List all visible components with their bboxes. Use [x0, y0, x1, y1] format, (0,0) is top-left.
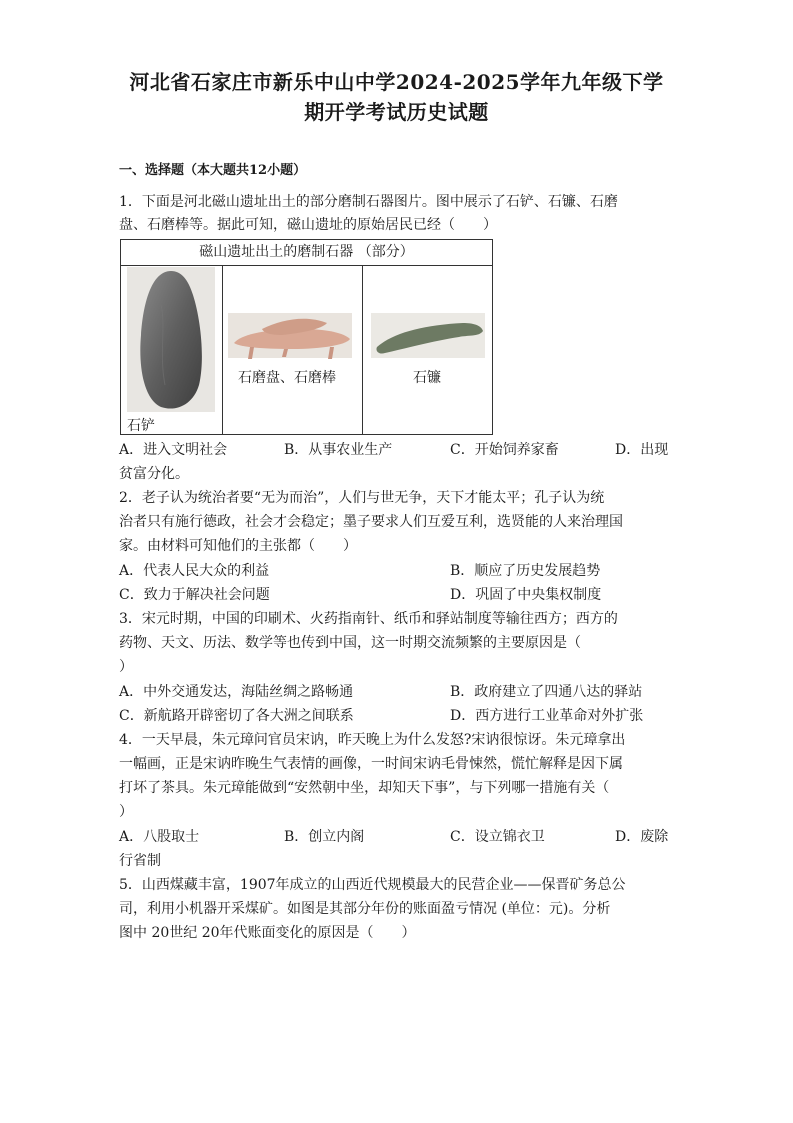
q2-option-d[interactable]: D．巩固了中央集权制度: [450, 587, 602, 603]
q1-stem-line-1: 1．下面是河北磁山遗址出土的部分磨制石器图片。图中展示了石铲、石镰、石磨: [119, 194, 618, 210]
q5-stem-line-3: 图中 20世纪 20年代账面变化的原因是（ ）: [119, 925, 416, 941]
q3-stem-line-3: ）: [119, 659, 133, 675]
q1-option-d[interactable]: D．出现: [615, 442, 669, 458]
q1-option-c[interactable]: C．开始饲养家畜: [450, 442, 559, 458]
page-title-line-1: 河北省石家庄市新乐中山中学2024-2025学年九年级下学: [129, 70, 664, 94]
q3-stem-line-1: 3．宋元时期，中国的印刷术、火药指南针、纸币和驿站制度等输往西方；西方的: [119, 611, 618, 627]
page-title-line-2: 期开学考试历史试题: [304, 100, 489, 124]
stone-shovel-image: [121, 265, 222, 435]
q4-stem-line-4: ）: [119, 804, 133, 820]
q4-stem-line-1: 4．一天早晨，朱元璋问官员宋讷，昨天晚上为什么发怒?宋讷很惊讶。朱元璋拿出: [119, 732, 626, 748]
q1-option-d-cont: 贫富分化。: [119, 466, 189, 482]
section-heading: 一、选择题（本大题共12小题）: [119, 163, 307, 178]
q5-stem-line-2: 司，利用小机器开采煤矿。如图是其部分年份的账面盈亏情况 (单位：元)。分析: [119, 901, 611, 917]
table-header: 磁山遗址出土的磨制石器 （部分）: [121, 240, 492, 266]
q2-option-b[interactable]: B．顺应了历史发展趋势: [450, 563, 601, 579]
caption-stone-sickle: 石镰: [413, 370, 441, 386]
q4-stem-line-2: 一幅画，正是宋讷昨晚生气表情的画像，一时间宋讷毛骨悚然，慌忙解释是因下属: [119, 756, 623, 772]
q2-option-a[interactable]: A．代表人民大众的利益: [119, 563, 270, 579]
q2-stem-line-3: 家。由材料可知他们的主张都（ ）: [119, 538, 357, 554]
caption-stone-shovel: 石铲: [127, 418, 155, 434]
q1-option-b[interactable]: B．从事农业生产: [284, 442, 393, 458]
q1-option-a[interactable]: A．进入文明社会: [119, 442, 228, 458]
q4-option-d-cont: 行省制: [119, 853, 161, 869]
stone-tools-table: [120, 239, 493, 435]
q3-option-d[interactable]: D．西方进行工业革命对外扩张: [450, 708, 644, 724]
caption-grinding-stone: 石磨盘、石磨棒: [238, 370, 336, 386]
table-cell-grind: [222, 265, 363, 434]
q1-stem-line-2: 盘、石磨棒等。据此可知，磁山遗址的原始居民已经（ ）: [119, 217, 497, 233]
q2-stem-line-2: 治者只有施行德政，社会才会稳定；墨子要求人们互爱互利，选贤能的人来治理国: [119, 514, 623, 530]
q3-option-c[interactable]: C．新航路开辟密切了各大洲之间联系: [119, 708, 354, 724]
q2-stem-line-1: 2．老子认为统治者要“无为而治”，人们与世无争，天下才能太平；孔子认为统: [119, 490, 605, 506]
q4-option-c[interactable]: C．设立锦衣卫: [450, 829, 545, 845]
q4-option-b[interactable]: B．创立内阁: [284, 829, 365, 845]
table-cell-sickle: [363, 265, 492, 434]
q3-stem-line-2: 药物、天文、历法、数学等也传到中国，这一时期交流频繁的主要原因是（: [119, 635, 581, 651]
q4-stem-line-3: 打坏了茶具。朱元璋能做到“安然朝中坐，却知天下事”，与下列哪一措施有关（: [119, 780, 610, 796]
q3-option-b[interactable]: B．政府建立了四通八达的驿站: [450, 684, 643, 700]
q5-stem-line-1: 5．山西煤藏丰富，1907年成立的山西近代规模最大的民营企业——保晋矿务总公: [119, 877, 626, 893]
table-cell-shovel: [121, 265, 223, 434]
q2-option-c[interactable]: C．致力于解决社会问题: [119, 587, 270, 603]
q4-option-d[interactable]: D．废除: [615, 829, 669, 845]
q4-option-a[interactable]: A．八股取士: [119, 829, 200, 845]
q3-option-a[interactable]: A．中外交通发达，海陆丝绸之路畅通: [119, 684, 354, 700]
